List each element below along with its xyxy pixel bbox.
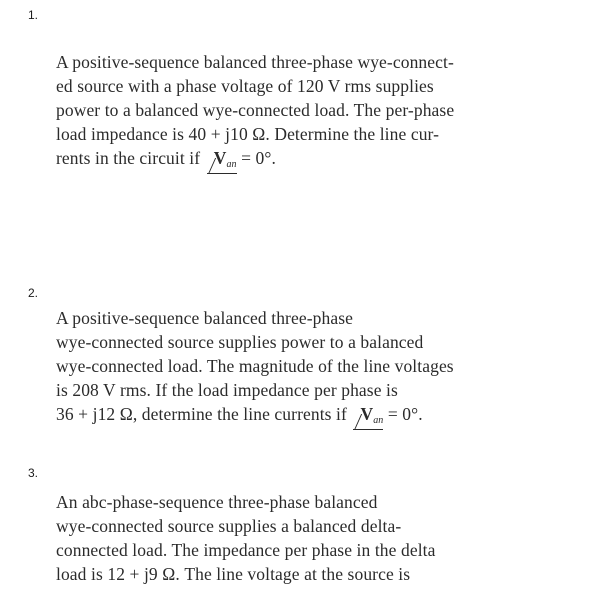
problem-3-line-2: wye-connected source supplies a balanced delta- (56, 516, 402, 536)
angle-symbol (353, 402, 383, 433)
problem-2-line-4: is 208 V rms. If the load impedance per phase is (56, 380, 398, 400)
problem-2-angle-suffix: = 0°. (383, 404, 423, 424)
problem-3-line-4: load is 12 + j9 Ω. The line voltage at the source is (56, 564, 411, 584)
problem-3-line-1: An abc-phase-sequence three-phase balanced (56, 492, 378, 512)
phasor-subscript: an (226, 159, 237, 170)
phasor-v: V (213, 148, 227, 168)
problem-2-line-1: A positive-sequence balanced three-phase (56, 308, 353, 328)
phasor-subscript: an (373, 415, 384, 426)
problem-2-line-5 (56, 402, 454, 433)
problem-2-number: 2. (28, 286, 39, 300)
problem-2-text (56, 306, 454, 433)
problem-2-line-3: wye-connected load. The magnitude of the line voltages (56, 356, 454, 376)
problem-3-text (56, 490, 436, 586)
problem-1-line-3: power to a balanced wye-connected load. The per-phase (56, 100, 455, 120)
angle-symbol (207, 146, 237, 177)
problem-1-line-5 (56, 146, 454, 177)
problem-1-line-1: A positive-sequence balanced three-phase wye-connect- (56, 52, 454, 72)
problem-1-line-4: load impedance is 40 + j10 Ω. Determine the line cur- (56, 124, 440, 144)
problem-1-text (56, 50, 454, 177)
problem-1-last-line-prefix: rents in the circuit if (56, 148, 201, 168)
problem-3-line-3: connected load. The impedance per phase in the delta (56, 540, 436, 560)
problem-1-angle-suffix: = 0°. (236, 148, 276, 168)
problem-2-last-line-prefix: 36 + j12 Ω, determine the line currents if (56, 404, 347, 424)
problem-3-number: 3. (28, 466, 39, 480)
problem-1-line-2: ed source with a phase voltage of 120 V rms supplies (56, 76, 434, 96)
phasor-v: V (360, 404, 374, 424)
problem-1-number: 1. (28, 8, 39, 22)
problem-2-line-2: wye-connected source supplies power to a balanced (56, 332, 424, 352)
